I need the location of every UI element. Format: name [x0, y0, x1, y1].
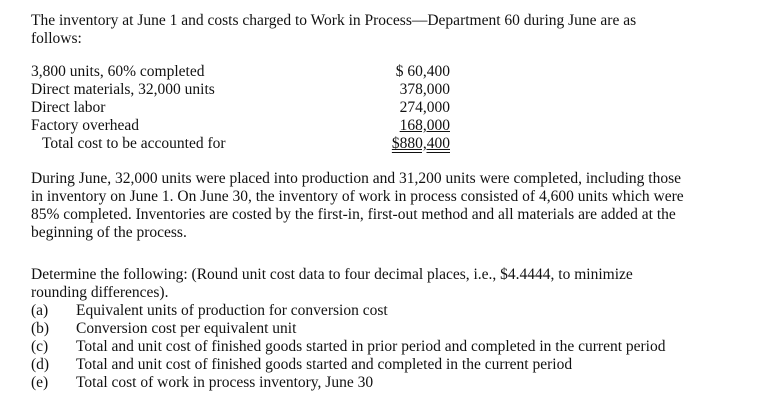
list-item: [31, 374, 751, 392]
list-item-letter: (e): [31, 374, 49, 391]
requirements-list: [31, 302, 751, 392]
cost-row: [31, 81, 751, 99]
cost-row: [31, 63, 751, 81]
list-item-text: Total and unit cost of finished goods started in prior period and completed in the current period: [76, 338, 666, 355]
list-item-text: Equivalent units of production for conversion cost: [76, 302, 388, 319]
intro-paragraph: [31, 12, 751, 48]
list-item-letter: (d): [31, 356, 50, 373]
cost-total-row: [31, 135, 751, 153]
list-item: [31, 302, 751, 320]
cost-row-label: Factory overhead: [31, 117, 140, 134]
narrative-line-1: During June, 32,000 units were placed into production and 31,200 units were completed, including those: [31, 170, 682, 187]
narrative-paragraph: [31, 170, 751, 242]
list-item-letter: (a): [31, 302, 49, 319]
cost-row: [31, 117, 751, 135]
cost-row: [31, 99, 751, 117]
list-item-letter: (b): [31, 320, 50, 337]
list-item: [31, 320, 751, 338]
cost-row-amount: 168,000: [399, 117, 450, 134]
cost-row-amount: $ 60,400: [395, 63, 450, 80]
requirements-section: [31, 266, 751, 392]
list-item-letter: (c): [31, 338, 49, 355]
requirements-line-1: Determine the following: (Round unit cost data to four decimal places, i.e., $4.4444, to minimize: [31, 266, 633, 283]
intro-line-2: follows:: [31, 30, 82, 47]
cost-row-amount: 378,000: [399, 81, 450, 98]
cost-row-label: 3,800 units, 60% completed: [31, 63, 205, 80]
cost-total-amount: $880,400: [391, 135, 450, 152]
cost-row-amount: 274,000: [399, 99, 450, 116]
narrative-line-2: in inventory on June 1. On June 30, the inventory of work in process consisted of 4,600 units which were: [31, 188, 684, 205]
cost-total-label: Total cost to be accounted for: [42, 135, 226, 152]
list-item: [31, 338, 751, 356]
list-item-text: Total and unit cost of finished goods started and completed in the current period: [76, 356, 573, 373]
cost-row-label: Direct labor: [31, 99, 106, 116]
list-item-text: Conversion cost per equivalent unit: [76, 320, 297, 337]
cost-row-label: Direct materials, 32,000 units: [31, 81, 215, 98]
requirements-line-2: rounding differences).: [31, 284, 169, 301]
list-item: [31, 356, 751, 374]
narrative-line-3: 85% completed. Inventories are costed by the first-in, first-out method and all materials are added at the: [31, 206, 676, 223]
list-item-text: Total cost of work in process inventory, June 30: [76, 374, 374, 391]
intro-line-1: The inventory at June 1 and costs charged to Work in Process—Department 60 during June are as: [31, 12, 637, 29]
narrative-line-4: beginning of the process.: [31, 224, 187, 241]
cost-table: [31, 63, 751, 153]
